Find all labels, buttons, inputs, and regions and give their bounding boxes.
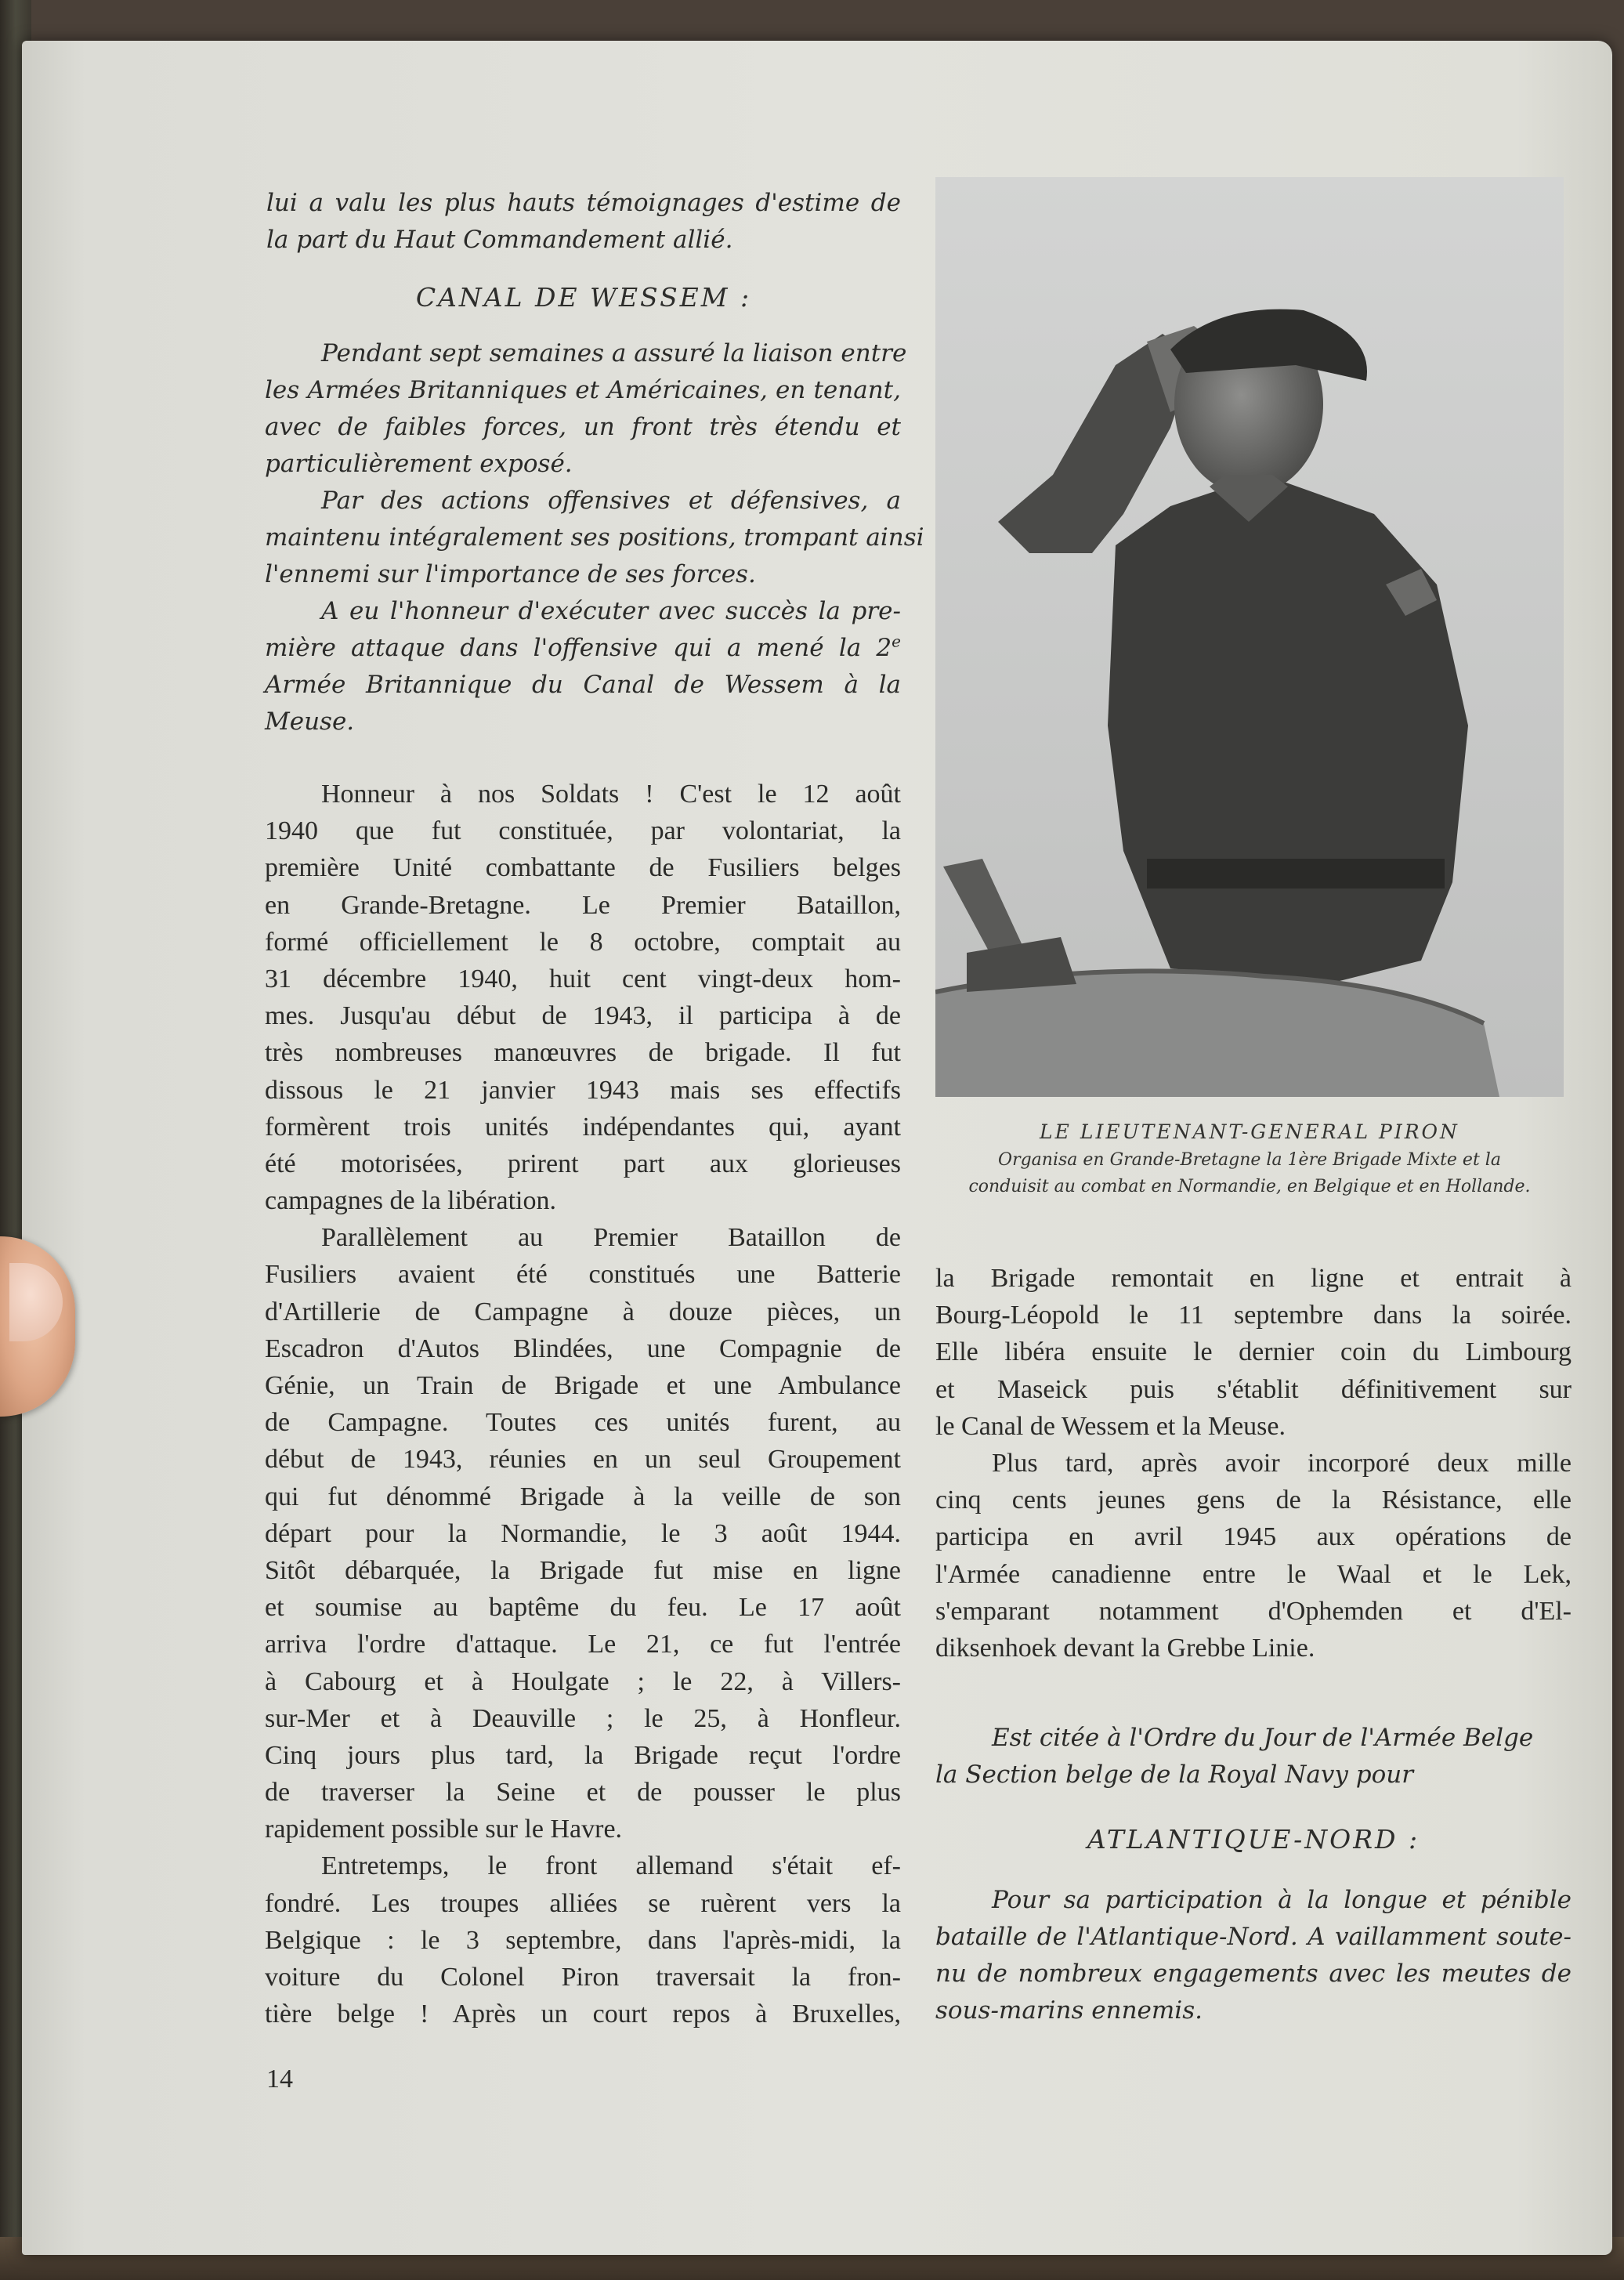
text-line: la part du Haut Commandement allié. (266, 226, 733, 254)
text-line: A eu l'honneur d'exécuter avec succès la pre- (321, 597, 901, 625)
text-line: de Campagne. Toutes ces unités furent, au (265, 1408, 901, 1438)
text-line: 1940 que fut constituée, par volontariat, la (265, 816, 901, 846)
text-line: les Armées Britanniques et Américaines, en tenant, (265, 376, 901, 404)
text-line: départ pour la Normandie, le 3 août 1944. (265, 1518, 901, 1548)
text-line: maintenu intégralement ses positions, trompant ainsi (265, 523, 924, 552)
citation-canal-de-wessem (265, 335, 924, 740)
text-line: nu de nombreux engagements avec les meutes de (935, 1960, 1572, 1988)
text-line: Honneur à nos Soldats ! C'est le 12 août (321, 780, 901, 809)
text-line: Belgique : le 3 septembre, dans l'après-midi, la (265, 1925, 901, 1955)
citation-atlantique-nord (935, 1882, 1572, 2029)
text-line: la Brigade remontait en ligne et entrait à (935, 1264, 1572, 1293)
text-line: particulièrement exposé. (265, 450, 573, 478)
text-line: qui fut dénommé Brigade à la veille de son (265, 1482, 901, 1511)
intro-paragraph (266, 185, 901, 259)
text-line: fondré. Les troupes alliées se ruèrent vers la (265, 1888, 901, 1918)
text-line: Est citée à l'Ordre du Jour de l'Armée Belge (992, 1724, 1534, 1752)
text-line: Entretemps, le front allemand s'était ef- (321, 1851, 901, 1881)
text-line: lui a valu les plus hauts témoignages d'estime de (266, 189, 901, 217)
text-line: Parallèlement au Premier Bataillon de (321, 1223, 901, 1253)
text-line: campagnes de la libération. (265, 1186, 556, 1216)
text-line: arriva l'ordre d'attaque. Le 21, ce fut l'entrée (265, 1630, 901, 1659)
photo-caption-title: LE LIEUTENANT-GENERAL PIRON (1040, 1120, 1459, 1143)
text-line (265, 630, 901, 667)
text-line: d'Artillerie de Campagne à douze pièces, un (265, 1297, 901, 1326)
text-line: Escadron d'Autos Blindées, une Compagnie de (265, 1334, 901, 1363)
text-line: tière belge ! Après un court repos à Bruxelles, (265, 2000, 901, 2029)
text-line: formé officiellement le 8 octobre, comptait au (265, 927, 901, 957)
text-line: à Cabourg et à Houlgate ; le 22, à Villers- (265, 1667, 901, 1696)
text-line: cinq cents jeunes gens de la Résistance, elle (935, 1486, 1572, 1515)
text-line: début de 1943, réunies en un seul Groupement (265, 1445, 901, 1475)
text-line: Pour sa participation à la longue et pénible (992, 1886, 1572, 1914)
text-line: de traverser la Seine et de pousser le plus (265, 1778, 901, 1808)
text-line: et Maseick puis s'établit définitivement sur (935, 1374, 1572, 1404)
body-text-column-1 (265, 776, 901, 2032)
text-line: Meuse. (265, 708, 355, 736)
text-line: l'ennemi sur l'importance de ses forces. (265, 560, 756, 588)
text-line: Sitôt débarquée, la Brigade fut mise en ligne (265, 1555, 901, 1585)
text-line: et soumise au baptême du feu. Le 17 août (265, 1593, 901, 1623)
superscript: e (892, 632, 901, 651)
officer-silhouette-icon (935, 177, 1564, 1097)
photo-caption-line: conduisit au combat en Normandie, en Belgique et en Hollande. (968, 1177, 1531, 1196)
text-line-span: mière attaque dans l'offensive qui a mené la 2 (265, 634, 892, 662)
text-line: s'emparant notamment d'Ophemden et d'El- (935, 1596, 1572, 1626)
text-line: diksenhoek devant la Grebbe Linie. (935, 1633, 1315, 1663)
body-text-column-2 (935, 1260, 1572, 1667)
section-heading-canal-de-wessem: CANAL DE WESSEM : (415, 282, 752, 313)
section-heading-atlantique-nord: ATLANTIQUE-NORD : (1087, 1824, 1420, 1855)
text-line: l'Armée canadienne entre le Waal et le Lek, (935, 1559, 1572, 1589)
text-line: avec de faibles forces, un front très étendu et (265, 413, 901, 441)
text-line: le Canal de Wessem et la Meuse. (935, 1411, 1286, 1441)
text-line: rapidement possible sur le Havre. (265, 1815, 623, 1844)
text-line: Elle libéra ensuite le dernier coin du Limbourg (935, 1337, 1572, 1367)
text-line: sur-Mer et à Deauville ; le 25, à Honfleur. (265, 1703, 901, 1733)
text-line: la Section belge de la Royal Navy pour (935, 1761, 1414, 1789)
text-line: été motorisées, prirent part aux glorieuses (265, 1149, 901, 1178)
citation-intro (935, 1720, 1572, 1793)
text-line: Bourg-Léopold le 11 septembre dans la soirée. (935, 1301, 1572, 1330)
text-line: Armée Britannique du Canal de Wessem à la (265, 671, 901, 699)
text-line: Plus tard, après avoir incorporé deux mille (992, 1448, 1572, 1478)
text-line: dissous le 21 janvier 1943 mais ses effectifs (265, 1075, 901, 1105)
text-line: voiture du Colonel Piron traversait la fron- (265, 1963, 901, 1992)
text-line: très nombreuses manœuvres de brigade. Il fut (265, 1038, 901, 1068)
text-line: Par des actions offensives et défensives, a (321, 487, 901, 515)
saluting-officer-photo (935, 177, 1564, 1097)
text-line: Cinq jours plus tard, la Brigade reçut l'ordre (265, 1740, 901, 1770)
text-line: Fusiliers avaient été constitués une Batterie (265, 1260, 901, 1290)
text-line: Génie, un Train de Brigade et une Ambulance (265, 1371, 901, 1400)
text-line: sous-marins ennemis. (935, 1996, 1203, 2025)
text-line: formèrent trois unités indépendantes qui, ayant (265, 1112, 901, 1142)
page-number: 14 (266, 2065, 293, 2094)
text-line: en Grande-Bretagne. Le Premier Bataillon, (265, 890, 901, 920)
text-line: 31 décembre 1940, huit cent vingt-deux hom- (265, 964, 901, 993)
text-line: mes. Jusqu'au début de 1943, il participa à de (265, 1001, 901, 1031)
photo-caption-line: Organisa en Grande-Bretagne la 1ère Brigade Mixte et la (998, 1150, 1501, 1170)
text-line: participa en avril 1945 aux opérations de (935, 1522, 1572, 1552)
text-line: Pendant sept semaines a assuré la liaison entre (321, 339, 907, 367)
text-line: première Unité combattante de Fusiliers belges (265, 853, 901, 883)
text-line: bataille de l'Atlantique-Nord. A vaillamment soute- (935, 1923, 1572, 1951)
